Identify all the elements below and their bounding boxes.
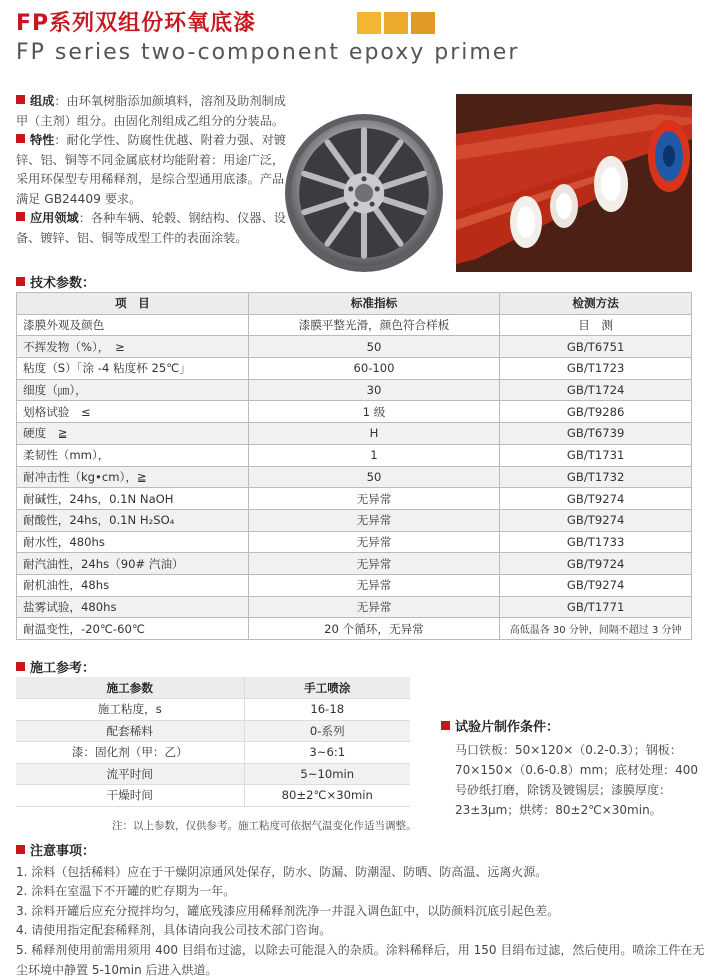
table-cell: 粘度（S）「涂 -4 粘度杯 25℃」 bbox=[17, 358, 249, 380]
table-cell: GB/T1733 bbox=[500, 531, 692, 553]
table-cell: 16-18 bbox=[244, 699, 410, 721]
table-cell: 3~6:1 bbox=[244, 742, 410, 764]
table-row bbox=[17, 509, 692, 531]
table-row bbox=[16, 742, 410, 764]
table-cell: GB/T9274 bbox=[500, 509, 692, 531]
composition-label: 组成 bbox=[30, 94, 55, 108]
bullet-icon bbox=[16, 134, 25, 143]
page-title: FP系列双组份环氧底漆 bbox=[16, 11, 257, 36]
table-cell: GB/T1771 bbox=[500, 596, 692, 618]
table-cell: 50 bbox=[248, 466, 500, 488]
features-paragraph bbox=[16, 131, 288, 209]
table-row bbox=[16, 720, 410, 742]
table-row bbox=[17, 314, 692, 336]
construction-table bbox=[16, 677, 410, 807]
composition-text: ：由环氧树脂添加颜填料，溶剂及助剂制成甲（主剂）组分。由固化剂组成乙组分的分装品。 bbox=[16, 94, 286, 128]
sample-heading: 试验片制作条件： bbox=[441, 718, 703, 738]
application-text: ：各种车辆、轮毂、钢结构、仪器、设备、镀锌、铝、铜等成型工件的表面涂装。 bbox=[16, 211, 286, 245]
table-cell: GB/T9274 bbox=[500, 488, 692, 510]
table-cell: 无异常 bbox=[248, 553, 500, 575]
table-cell: 不挥发物（%）， ≥ bbox=[17, 336, 249, 358]
table-cell: 无异常 bbox=[248, 509, 500, 531]
column-header: 检测方法 bbox=[500, 293, 692, 315]
table-cell: GB/T6751 bbox=[500, 336, 692, 358]
construction-heading: 施工参考： bbox=[16, 657, 95, 676]
table-header-row bbox=[16, 677, 410, 699]
table-cell: 1 级 bbox=[248, 401, 500, 423]
table-header-row bbox=[17, 293, 692, 315]
table-cell: 无异常 bbox=[248, 531, 500, 553]
features-text: ：耐化学性、防腐性优越、附着力强、对镀锌、铝、铜等不同金属底材均能附着：用途广泛，采用环保型专用稀释剂，是综合型通用底漆。产品满足 GB24409 要求。 bbox=[16, 133, 286, 206]
table-cell: 配套稀料 bbox=[16, 720, 244, 742]
table-cell: GB/T1724 bbox=[500, 379, 692, 401]
table-cell: 耐机油性，48hs bbox=[17, 574, 249, 596]
color-bars bbox=[357, 12, 435, 34]
table-cell: 0-系列 bbox=[244, 720, 410, 742]
column-header: 标准指标 bbox=[248, 293, 500, 315]
composition-paragraph bbox=[16, 92, 288, 131]
bullet-icon bbox=[16, 95, 25, 104]
sample-text: 马口铁板：50×120×（0.2-0.3）；钢板：70×150×（0.6-0.8）mm；底材处理：400 号砂纸打磨，除锈及镀锡层；漆膜厚度：23±3μm；烘烤：80±2℃×30min。 bbox=[455, 743, 699, 817]
application-paragraph bbox=[16, 209, 288, 248]
notes-heading: 注意事项： bbox=[16, 842, 706, 862]
table-cell: GB/T6739 bbox=[500, 423, 692, 445]
table-row bbox=[17, 401, 692, 423]
table-cell: 漆膜平整光滑，颜色符合样板 bbox=[248, 314, 500, 336]
table-row bbox=[17, 553, 692, 575]
column-header: 项 目 bbox=[17, 293, 249, 315]
list-item: 1. 涂料（包括稀料）应在于干燥阴凉通风处保存，防水、防漏、防潮湿、防晒、防高温、远离火源。 bbox=[16, 864, 548, 879]
pipes-image bbox=[456, 94, 692, 272]
bullet-icon bbox=[16, 277, 25, 286]
table-cell: 30 bbox=[248, 379, 500, 401]
table-cell: H bbox=[248, 423, 500, 445]
table-cell: GB/T1732 bbox=[500, 466, 692, 488]
table-row bbox=[17, 531, 692, 553]
color-bar-2 bbox=[384, 12, 408, 34]
table-cell: 80±2℃×30min bbox=[244, 785, 410, 807]
table-cell: GB/T1731 bbox=[500, 444, 692, 466]
construction-footnote: 注：以上参数，仅供参考。施工粘度可依据气温变化作适当调整。 bbox=[112, 820, 417, 832]
table-row bbox=[17, 379, 692, 401]
table-cell: 盐雾试验，480hs bbox=[17, 596, 249, 618]
page-subtitle: FP series two-component epoxy primer bbox=[16, 40, 520, 65]
table-cell: 漆：固化剂（甲：乙） bbox=[16, 742, 244, 764]
list-item: 3. 涂料开罐后应充分搅拌均匀，罐底残漆应用稀释剂洗净一并混入调色缸中，以防颜料沉底引起色差。 bbox=[16, 903, 560, 918]
table-cell: 无异常 bbox=[248, 596, 500, 618]
bullet-icon bbox=[16, 212, 25, 221]
table-row bbox=[17, 466, 692, 488]
bullet-icon bbox=[16, 845, 25, 854]
table-row bbox=[17, 444, 692, 466]
table-row bbox=[16, 785, 410, 807]
table-cell: 漆膜外观及颜色 bbox=[17, 314, 249, 336]
features-label: 特性 bbox=[30, 133, 55, 147]
table-cell: 柔韧性（mm）， bbox=[17, 444, 249, 466]
table-cell: GB/T9724 bbox=[500, 553, 692, 575]
wheel-image bbox=[283, 112, 445, 274]
table-row bbox=[16, 763, 410, 785]
table-cell: 50 bbox=[248, 336, 500, 358]
table-cell: 高低温各 30 分钟，间隔不超过 3 分钟 bbox=[500, 618, 692, 640]
table-cell: 耐温变性，-20℃-60℃ bbox=[17, 618, 249, 640]
bullet-icon bbox=[441, 721, 450, 730]
table-cell: GB/T9286 bbox=[500, 401, 692, 423]
color-bar-3 bbox=[411, 12, 435, 34]
table-cell: 耐碱性，24hs，0.1N NaOH bbox=[17, 488, 249, 510]
notes-section bbox=[16, 842, 706, 980]
bullet-icon bbox=[16, 662, 25, 671]
intro-section bbox=[16, 92, 288, 248]
table-cell: 1 bbox=[248, 444, 500, 466]
notes-list bbox=[16, 863, 706, 980]
tech-params-table bbox=[16, 292, 692, 640]
list-item: 4. 请使用指定配套稀释剂，具体请向我公司技术部门咨询。 bbox=[16, 923, 332, 938]
table-cell: 干燥时间 bbox=[16, 785, 244, 807]
tech-params-heading: 技术参数： bbox=[16, 272, 95, 291]
color-bar-1 bbox=[357, 12, 381, 34]
table-cell: GB/T1723 bbox=[500, 358, 692, 380]
table-cell: 硬度 ≧ bbox=[17, 423, 249, 445]
sample-section bbox=[441, 718, 703, 820]
table-row bbox=[17, 488, 692, 510]
list-item: 5. 稀释剂使用前需用须用 400 目绢布过滤，以除去可能混入的杂质。涂料稀释后，用 150 目绢布过滤，然后使用。喷涂工件在无尘环境中静置 5-10min 后进入烘道。 bbox=[16, 942, 705, 977]
table-row bbox=[17, 618, 692, 640]
table-cell: 5~10min bbox=[244, 763, 410, 785]
table-cell: 60-100 bbox=[248, 358, 500, 380]
table-cell: 目 测 bbox=[500, 314, 692, 336]
table-cell: 划格试验 ≤ bbox=[17, 401, 249, 423]
table-row bbox=[16, 699, 410, 721]
table-row bbox=[17, 336, 692, 358]
table-cell: 无异常 bbox=[248, 488, 500, 510]
table-cell: 流平时间 bbox=[16, 763, 244, 785]
table-row bbox=[17, 574, 692, 596]
table-cell: GB/T9274 bbox=[500, 574, 692, 596]
column-header: 手工喷涂 bbox=[244, 677, 410, 699]
table-cell: 施工粘度，s bbox=[16, 699, 244, 721]
table-cell: 耐水性，480hs bbox=[17, 531, 249, 553]
table-cell: 耐酸性，24hs，0.1N H₂SO₄ bbox=[17, 509, 249, 531]
table-row bbox=[17, 596, 692, 618]
column-header: 施工参数 bbox=[16, 677, 244, 699]
table-cell: 20 个循环，无异常 bbox=[248, 618, 500, 640]
table-row bbox=[17, 358, 692, 380]
table-cell: 无异常 bbox=[248, 574, 500, 596]
table-cell: 耐汽油性，24hs（90# 汽油） bbox=[17, 553, 249, 575]
table-cell: 细度（㎛）， bbox=[17, 379, 249, 401]
table-cell: 耐冲击性（kg•cm），≧ bbox=[17, 466, 249, 488]
application-label: 应用领域 bbox=[30, 211, 79, 225]
list-item: 2. 涂料在室温下不开罐的贮存期为一年。 bbox=[16, 884, 236, 899]
table-row bbox=[17, 423, 692, 445]
